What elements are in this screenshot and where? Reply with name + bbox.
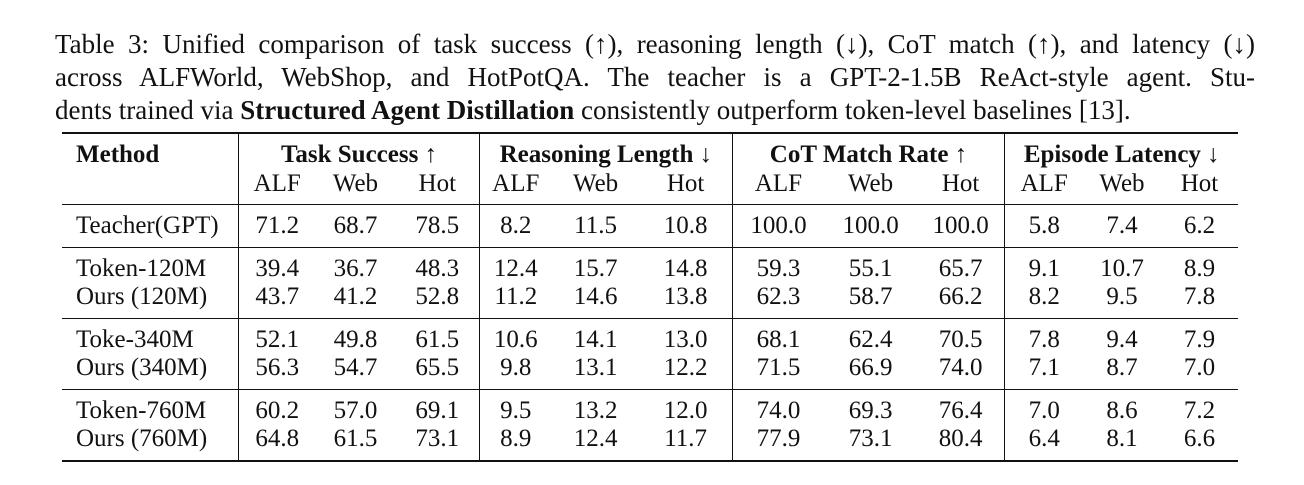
- value-cell: 62.4: [848, 326, 893, 353]
- value-cell: 64.8: [239, 425, 316, 461]
- value-cell: 71.5: [732, 354, 824, 390]
- value-cell: 43.7: [239, 283, 316, 319]
- caption-line-2: across ALFWorld, WebShop, and HotPotQA. The teacher is a GPT-2-1.5B ReAct-style agent. Stu-: [55, 62, 1255, 92]
- table-row: [62, 390, 1238, 426]
- results-table-body: [62, 205, 1238, 462]
- value-cell: 65.7: [938, 255, 983, 282]
- method-cell: Ours (120M): [76, 283, 208, 310]
- value-cell: 14.8: [663, 255, 708, 282]
- value-cell: 7.8: [1183, 283, 1216, 310]
- value-cell: 65.5: [415, 354, 460, 381]
- value-cell: 8.9: [1183, 255, 1216, 282]
- value-cell: 76.4: [938, 397, 983, 424]
- caption-emphasis: Structured Agent Distillation: [240, 95, 575, 125]
- value-cell: 56.3: [239, 354, 316, 390]
- value-cell: 39.4: [239, 248, 316, 284]
- value-cell: 52.8: [415, 283, 460, 310]
- group-header-task-success: Task Success ↑: [239, 133, 480, 170]
- subcolumn-header: Hot: [941, 170, 980, 197]
- subcolumn-header: Web: [847, 170, 894, 197]
- value-cell: 74.0: [938, 354, 983, 381]
- value-cell: 36.7: [333, 255, 378, 282]
- group-header-reasoning-length: Reasoning Length ↓: [480, 133, 732, 170]
- table-row: [62, 248, 1238, 284]
- value-cell: 14.6: [573, 283, 618, 310]
- value-cell: 66.9: [848, 354, 893, 381]
- value-cell: 8.7: [1106, 354, 1138, 381]
- results-table: [62, 132, 1238, 462]
- value-cell: 7.9: [1183, 326, 1216, 353]
- value-cell: 10.8: [663, 212, 708, 239]
- value-cell: 41.2: [333, 283, 378, 310]
- value-cell: 59.3: [732, 248, 824, 284]
- value-cell: 7.1: [1005, 354, 1083, 390]
- value-cell: 11.7: [664, 425, 708, 452]
- value-cell: 100.0: [732, 205, 824, 248]
- table-row: [62, 354, 1238, 390]
- value-cell: 13.2: [573, 397, 618, 424]
- value-cell: 5.8: [1005, 205, 1083, 248]
- value-cell: 48.3: [415, 255, 460, 282]
- value-cell: 9.4: [1106, 326, 1138, 353]
- subcolumn-header: ALF: [239, 170, 316, 205]
- subcolumn-header: Hot: [666, 170, 705, 197]
- value-cell: 74.0: [732, 390, 824, 426]
- group-header-episode-latency: Episode Latency ↓: [1005, 133, 1238, 170]
- table-caption: [55, 28, 1255, 127]
- value-cell: 11.2: [480, 283, 552, 319]
- value-cell: 61.5: [415, 326, 460, 353]
- subcolumn-header: Hot: [1180, 170, 1219, 197]
- value-cell: 61.5: [333, 425, 378, 452]
- value-cell: 7.0: [1183, 354, 1216, 381]
- value-cell: 9.8: [480, 354, 552, 390]
- value-cell: 49.8: [333, 326, 378, 353]
- subcolumn-header-blank: [62, 170, 239, 205]
- subcolumn-header: Web: [332, 170, 379, 197]
- group-header-row: [62, 133, 1238, 170]
- value-cell: 8.1: [1106, 425, 1138, 452]
- value-cell: 7.4: [1106, 212, 1138, 239]
- value-cell: 73.1: [415, 425, 460, 452]
- method-header: Method: [76, 141, 160, 168]
- method-cell: Token-120M: [76, 255, 207, 282]
- value-cell: 8.6: [1106, 397, 1138, 424]
- value-cell: 66.2: [938, 283, 983, 310]
- value-cell: 73.1: [848, 425, 893, 452]
- subcolumn-header: ALF: [1005, 170, 1083, 205]
- method-cell: Token-760M: [76, 397, 207, 424]
- value-cell: 12.4: [573, 425, 618, 452]
- method-cell: Ours (340M): [76, 354, 208, 381]
- value-cell: 55.1: [848, 255, 893, 282]
- table-row: [62, 205, 1238, 248]
- value-cell: 6.4: [1005, 425, 1083, 461]
- value-cell: 12.4: [480, 248, 552, 284]
- value-cell: 58.7: [848, 283, 893, 310]
- value-cell: 8.2: [480, 205, 552, 248]
- subcolumn-header: Web: [572, 170, 619, 197]
- caption-line-3-pre: dents trained via: [55, 95, 241, 125]
- caption-line-1: Table 3: Unified comparison of task success (↑), reasoning length (↓), CoT match (↑), and latency (↓): [55, 29, 1255, 59]
- value-cell: 9.5: [1106, 283, 1138, 310]
- method-cell: Ours (760M): [76, 425, 208, 452]
- value-cell: 7.8: [1005, 319, 1083, 355]
- table-row: [62, 283, 1238, 319]
- group-header-cot-match-rate: CoT Match Rate ↑: [732, 133, 1005, 170]
- value-cell: 8.9: [480, 425, 552, 461]
- value-cell: 52.1: [239, 319, 316, 355]
- table-row: [62, 425, 1238, 461]
- value-cell: 77.9: [732, 425, 824, 461]
- value-cell: 100.0: [932, 212, 989, 239]
- value-cell: 100.0: [842, 212, 899, 239]
- value-cell: 7.0: [1005, 390, 1083, 426]
- subcolumn-header: Hot: [418, 170, 457, 197]
- value-cell: 10.7: [1100, 255, 1144, 282]
- subcolumn-header: Web: [1099, 170, 1145, 197]
- value-cell: 69.1: [415, 397, 460, 424]
- value-cell: 70.5: [938, 326, 983, 353]
- value-cell: 7.2: [1183, 397, 1216, 424]
- value-cell: 68.7: [333, 212, 378, 239]
- subcolumn-header: ALF: [480, 170, 552, 205]
- value-cell: 12.0: [663, 397, 708, 424]
- value-cell: 68.1: [732, 319, 824, 355]
- method-cell: Toke-340M: [76, 326, 194, 353]
- value-cell: 13.1: [573, 354, 618, 381]
- value-cell: 14.1: [573, 326, 618, 353]
- value-cell: 9.5: [480, 390, 552, 426]
- value-cell: 8.2: [1005, 283, 1083, 319]
- value-cell: 62.3: [732, 283, 824, 319]
- caption-line-3: [55, 94, 1255, 127]
- value-cell: 60.2: [239, 390, 316, 426]
- value-cell: 69.3: [848, 397, 893, 424]
- value-cell: 11.5: [574, 212, 617, 239]
- value-cell: 57.0: [333, 397, 378, 424]
- subcolumn-header-row: [62, 170, 1238, 205]
- table-row: [62, 319, 1238, 355]
- value-cell: 6.2: [1183, 212, 1216, 239]
- value-cell: 15.7: [573, 255, 618, 282]
- value-cell: 9.1: [1005, 248, 1083, 284]
- value-cell: 6.6: [1183, 425, 1216, 452]
- value-cell: 12.2: [663, 354, 708, 381]
- caption-line-3-post: consistently outperform token-level baselines [13].: [574, 95, 1131, 125]
- value-cell: 13.0: [663, 326, 708, 353]
- value-cell: 78.5: [415, 212, 460, 239]
- method-cell: Teacher(GPT): [76, 212, 219, 239]
- subcolumn-header: ALF: [732, 170, 824, 205]
- value-cell: 54.7: [333, 354, 378, 381]
- value-cell: 10.6: [480, 319, 552, 355]
- value-cell: 71.2: [239, 205, 316, 248]
- value-cell: 13.8: [663, 283, 708, 310]
- value-cell: 80.4: [938, 425, 983, 452]
